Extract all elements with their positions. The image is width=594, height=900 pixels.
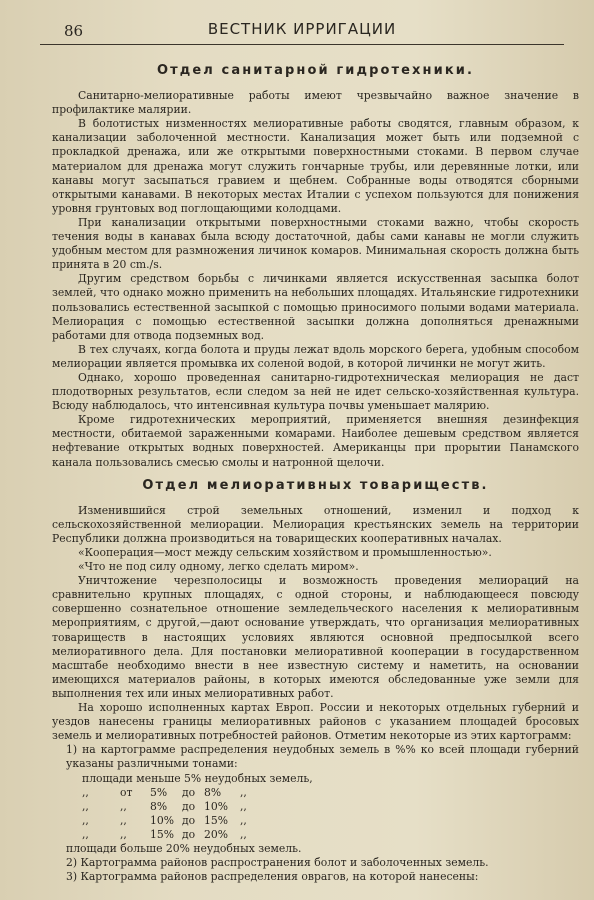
table-cell: 5% — [150, 785, 168, 799]
table-cell: 15% — [204, 813, 228, 827]
paragraph: В тех случаях, когда болота и пруды лежат вдоль морского берега, удобным способом мелиорации является промывка их соленой водой, в которой личинки не могут жить. — [52, 342, 579, 370]
table-row — [82, 772, 579, 786]
quote: «Кооперация—мост между сельским хозяйством и промышленностью». — [78, 546, 492, 559]
table-cell: ,, — [82, 813, 89, 827]
paragraph: В болотистых низменностях мелиоративные работы сводятся, главным образом, к канализации заболоченной местности. Канализация может быть или подземной с прокладкой дренажа, или же открытыми поверхностными стоками. В первом случае материалом для дренажа могут служить гончарные трубы, или деревянные лотки, или канавы могут засыпаться гравием и щебнем. Собранные воды отводятся сборными открытыми канавами. В некоторых местах Италии с успехом пользуются для понижения уровня грунтовых вод поглощающими колодцами. — [52, 117, 579, 215]
table-cell: 15% — [150, 827, 174, 841]
table-cell: до — [182, 813, 196, 827]
journal-title: ВЕСТНИК ИРРИГАЦИИ — [207, 20, 397, 38]
paragraph: Другим средством борьбы с личинками является искусственная засыпка болот землей, что однако можно применить на небольших площадях. Итальянские гидротехники пользовались естественной засыпкой с помощью приносимого полыми водами материала. Мелиорация с помощью естественной засыпки должна дополняться дренажными работами для отвода подземных вод. — [52, 272, 579, 342]
table-cell: 10% — [204, 799, 228, 813]
table-cell: 8% — [204, 785, 222, 799]
table-cell: ,, — [82, 827, 89, 841]
table-row — [82, 828, 579, 842]
table-cell: ,, — [120, 827, 127, 841]
table-row — [82, 800, 579, 814]
page-number: 86 — [64, 22, 84, 40]
table-cell: до — [182, 785, 196, 799]
table-cell: площади меньше 5% неудобных земель, — [82, 771, 313, 785]
table-cell: ,, — [82, 799, 89, 813]
paragraph: При канализации открытыми поверхностными стоками важно, чтобы скорость течения воды в канавах была всюду достаточной, дабы сами канавы не могли служить удобным местом для размножения личинок комаров. Минимальная скорость должна быть принята в 20 cm./s. — [52, 215, 579, 272]
table-cell: ,, — [240, 813, 247, 827]
table-cell: ,, — [82, 785, 89, 799]
page-content — [52, 55, 579, 884]
section-title-sanitary: Отдел санитарной гидротехники. — [156, 63, 474, 78]
table-cell: от — [120, 785, 133, 799]
table-cell: до — [182, 827, 196, 841]
list-item: 1) на картограмме распределения неудобных земель в %% ко всей площади губерний указаны различными тонами: — [66, 743, 579, 771]
table-cell: ,, — [240, 799, 247, 813]
paragraph: Кроме гидротехнических мероприятий, применяется внешняя дезинфекция местности, обитаемой зараженными комарами. Наиболее дешевым средством является нефтевание открытых водных поверхностей. Американцы при прорытии Панамского канала пользовались смесью смолы и натронной щелочи. — [52, 413, 579, 469]
paragraph: Санитарно-мелиоративные работы имеют чрезвычайно важное значение в профилактике малярии. — [52, 89, 579, 117]
table-cell: ,, — [240, 785, 247, 799]
table-cell: ,, — [120, 799, 127, 813]
table-cell: 10% — [150, 813, 174, 827]
table-cell: 8% — [150, 799, 168, 813]
paragraph: Однако, хорошо проведенная санитарно-гидротехническая мелиорация не даст плодотворных результатов, если следом за ней не идет сельско-хозяйственная культура. Всюду наблюдалось, что интенсивная культура почвы уменьшает малярию. — [52, 370, 579, 413]
list-item: 2) Картограмма районов распространения болот и заболоченных земель. — [66, 856, 489, 870]
list-item: 3) Картограмма районов распределения оврагов, на которой нанесены: — [66, 870, 479, 884]
table-cell: до — [182, 799, 196, 813]
table-row — [82, 814, 579, 828]
percent-table — [52, 772, 579, 842]
table-cell: ,, — [240, 827, 247, 841]
page-header — [40, 20, 564, 45]
quote: «Что не под силу одному, легко сделать миром». — [78, 560, 359, 574]
table-cell: ,, — [120, 813, 127, 827]
list-item: площади больше 20% неудобных земель. — [66, 841, 302, 855]
paragraph: Изменившийся строй земельных отношений, изменил и подход к сельскохозяйственной мелиорации. Мелиорация крестьянских земель на территории Республики должна производиться на товарищеских кооперативных началах. — [52, 503, 579, 545]
section-title-cooperatives: Отдел мелиоративных товариществ. — [142, 477, 489, 493]
table-row — [82, 786, 579, 800]
table-cell: 20% — [204, 827, 228, 841]
paragraph: На хорошо исполненных картах Европ. России и некоторых отдельных губерний и уездов нанесены границы мелиоративных районов с указанием площадей бросовых земель и мелиоративных потребностей районов. Отметим некоторые из этих картограмм: — [52, 701, 579, 743]
paragraph: Уничтожение черезполосицы и возможность проведения мелиораций на сравнительно крупных площадях, с одной стороны, и наблюдающееся повсюду совершенно сознательное отношение земледельческого населения к мелиоративным мероприятиям, с другой,—дают основание утверждать, что организация мелиоративных товариществ в настоящих условиях являются основной предпосылкой всего мелиоративного дела. Для постановки мелиоративной кооперации в государственном масштабе необходимо внести в нее известную систему и наметить, на основании имеющихся материалов районы, в которых имеются обследованные уже земли для выполнения тех или иных мелиоративных работ. — [52, 574, 579, 700]
